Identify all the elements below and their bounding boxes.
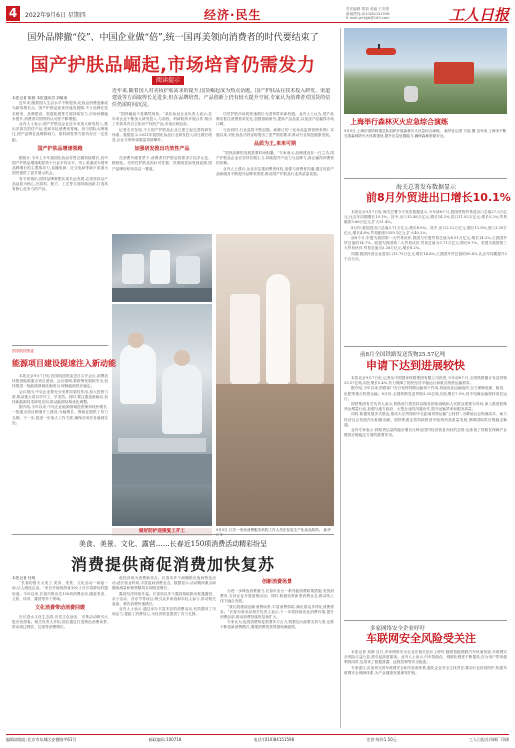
product-photo [216,234,334,526]
feature-headline: 消费提供商促消费加快复苏 [70,555,275,574]
lab-photo [112,304,212,526]
masthead [6,6,509,23]
energy-kicker: 国务院国资委 [12,349,35,353]
subhead: 国产护肤品增速领跑 [37,145,83,152]
subhead: 创新消费场景 [261,579,292,585]
reading-tip-tag: 阅读提示 [152,76,184,85]
page-number: 4 [6,6,20,21]
lead-column-2: “国货崛起不是偶然现象。”某化妆品企业负责人表示,近年来企业不断加大研发投入,与高校、科研院所开展合作,推出了多款具有自主知识产权的产品,市场反响良好。 记者走访发现,不少国产护肤品企业已建立起完善的研发体系。数据显示,2021年我国化妆品行业研发投入同比增长明显,企业专利申请数量持续攀升。 加强研发推出功效性产品 在消费升级背景下,消费者对护肤品的需求日趋多元化、精细化。功效性护肤品因针对性强、效果明显而受到追捧,国产品牌纷纷布局这一赛道。 [112,112,212,171]
divider [12,534,334,535]
editor-info: 责任编辑 郑莉 美编 王安康 新闻热线:(010)84151598 E-mail:grrbjjb@163.com [346,7,390,21]
lead-column-1: 本报记者 陈晨 本报通讯员 刘敏涛 近年来,随着国人生活水平不断提高,化妆品消费逐渐成为新的增长点。国产护肤品迎来快速发展期,不少品牌在技术研发、品牌建设、渠道拓展等方面持续发力,市场份额稳步提升,消费者对国货的认可度不断增强。 业内人士表示,国产护肤品企业近年来加大研发投入,推出多款功效性产品,受到年轻消费者青睐。但与国际大牌相比,国产品牌在品牌影响力、原料研发等方面仍存在一定差距。 国产护肤品增速领跑 据统计,今年上半年我国化妆品零售总额持续增长,其中国产护肤品增速明显快于行业平均水平。线上渠道成为国货品牌增长的主要推动力,直播电商、社交电商等新兴渠道为国货提供了更多展示机会。 有专家指出,国货品牌要想实现长远发展,必须坚持以产品品质为核心,在原料、配方、工艺等方面持续创新,打造具有核心竞争力的产品。 [12,96,108,192]
trade-headline: 前8月外贸进出口增长10.1% [366,191,511,204]
subhead: 加强研发推出功效性产品 [134,146,190,153]
lead-kicker: 国外品牌撤“佼”、中国企业做“倍”,统一国再美领向消费者的时代要结束了 [27,33,319,43]
issue-date: 2022年9月6日 星期四 [25,12,86,19]
newspaper-logo: 工人日报 [448,6,509,24]
feature-column-2: 夜经济成为消费新亮点。长春市多个商圈推出夜间特色活动,延长营业时间,丰富夜间消费业态。数据显示,活动期间重点商圈客流量和销售额均实现明显增长。 露营经济持续升温。长春周边多个露营基地推出帐篷露营、亲子活动、音乐节等项目,吸引众多家庭和年轻人参与,带动相关装备、餐饮消费快速增长。 业内人士表示,通过举办丰富多彩的消费活动,有效激发了市场活力,提振了消费信心,为经济恢复提供了有力支撑。 [112,576,216,617]
sidebar-headline: 上海举行森林灭火应急综合演练 [350,118,448,126]
sidebar-caption: 9月5日,上海市消防救援总队组织开展森林灭火应急综合演练。 新华社记者 方喆 摄 近年来,上海市不断完善森林防灭火体系建设,提升应急处置能力,确保森林资源安全。 [344,129,507,138]
feature-kicker: 美食、美景、文化、露营……长春近150项消费活动精彩纷呈 [78,540,268,548]
subhead: 文化消费带动消费回暖 [34,605,85,612]
divider [344,620,507,621]
lead-photo-caption: 9月5日,江苏一美妆消费服务机构工作人员在检验生产化妆品原料。 新华 [216,528,331,532]
fire-drill-photo [344,28,507,114]
footer: 编辑部地址:北京市东城区安德路甲61号 邮政编码:100718 电话:(010)84151598 定价:每份1.50元 工人日报社印刷厂印刷 [6,734,509,744]
trade-kicker: 海关总署发布数据显示 [396,184,457,191]
trade-body: 本报北京9月7日电 海关总署今天发布数据显示,今年前8个月,我国货物贸易进出口总值27.3万亿元,比去年同期增长10.1%。其中,出口15.48万亿元,增长14.2%;进口11.82万亿元,增长5.2%;贸易顺差3.66万亿元,扩大51.4%。 8月份,我国进出口总值3.71万亿元,增长8.6%。其中,出口2.12万亿元,增长11.8%;进口1.59万亿元,增长4.6%;贸易顺差5359.1亿元,扩大40.2%。 前8个月,东盟为我国第一大贸易伙伴,我国与东盟贸易总值为4.01万亿元,增长14.2%,占我国外贸总值的14.7%。欧盟为我国第二大贸易伙伴,贸易总值为3.71万亿元,增长8.7%。美国为我国第三大贸易伙伴,贸易总值为3.28万亿元,增长8.2%。 同期,我国民营企业进出口13.75万亿元,增长14.6%,占我国外贸总值的50.4%,比去年同期提升2个百分点。 [344,210,507,261]
factory-slug: 做好防护迎接复工开工 [112,528,212,536]
divider [344,346,507,347]
lead-column-3: 功效护肤市场的快速增长为国货带来新机遇。业内人士认为,国产品牌应抓住消费需求变化,加强基础研究,提高产品品质,以优质产品赢得市场口碑。 与此同时,行业监管不断加强。新修订的《化妆品监督管理条例》实施以来,对化妆品功效宣称提出了更严格的要求,推动行业规范健康发展。 品质为王,来来可期 “国货品牌的发展需要时间积累。”专家表示,品牌建设非一日之功,国产护肤品企业应坚持长期主义,持续提升产品力与品牌力,真正赢得消费者的信赖。 业内人士建议,企业应注重消费者体验,加强与消费者沟通,通过优质产品和服务不断提升品牌美誉度,推动国产护肤品行业高质量发展。 [216,112,334,176]
rail-headline: 申请下达到进展较快 [366,359,465,372]
feature-column-3: 创新消费场景 为进一步释放消费潜力,长春市出台一系列促消费政策措施,发放消费券,支持企业开展促销活动。同时,积极培育新型消费业态,推动线上线下融合发展。 “我们将继续创新消费场景,丰富消费供给,满足群众多样化消费需求。”长春市商务局相关负责人表示,下一步将持续优化消费环境,提升消费品质,推动消费持续恢复和扩大。 专家认为,促进消费恢复需要多方合力,既要加大政策支持力度,也要不断创新消费模式,增强消费者获得感和满意度。 [220,579,334,630]
divider [340,28,341,728]
divider [12,345,108,346]
energy-headline: 能源项目建设提速注入新动能 [12,359,116,368]
energy-body: 本报北京9月7日电 国务院国资委近日召开会议,部署加快推进能源重点项目建设。会议强调,要统筹发展和安全,加快推进一批能源基础设施项目,保障能源供应稳定。 会议指出,中央企业要充分发挥顶梁柱作用,加大投资力度,推动重大项目早开工、早见效。同时,要注重创新驱动,加快新能源技术研发应用,推动能源结构优化调整。 据介绍,今年以来,中央企业能源领域投资保持较快增长,一批重点项目相继开工建设,为稳增长、保就业提供了有力支撑。下一步,将进一步加大工作力度,确保各项任务落到实处。 [12,374,108,425]
divider [344,178,507,179]
lead-summary: 近年来,随着国人对美妆护肤需求的提升,国货崛起成为热点话题。国产护肤品在技术投入研发、渠道建设等方面取得长足进步,但在品牌培育、产品创新上仍有较大提升空间,专家认为消费者对国货的信任仍需时间沉淀。 [112,88,331,108]
feature-column-1: 本报记者 杜明 “长春的夏天太美了,美食、美景、文化活动一场接一场,让人流连忘返。”来自外地的游客刘女士在长春游玩时感叹道。今年以来,长春市推出近150项消费活动,涵盖美食、文旅、体育、露营等多个领域。 文化消费带动消费回暖 在长春水文化生态园,各类文化演出、市集活动吸引大批市民游客。相关负责人介绍,园区通过打造特色消费场景,带动周边餐饮、住宿等消费增长。 [12,576,108,630]
auto-headline: 车联网安全风险受关注 [366,632,476,645]
rail-kicker: 前8月全国铁路发送货物25.57亿吨 [360,352,446,358]
auto-kicker: 多家网络安全企业呼吁 [370,626,426,632]
section-title: 经济·民生 [204,8,262,22]
auto-body: 本报记者 刘静 近日,多家网络安全企业在相关论坛上呼吁,随着智能网联汽车快速发展,车联网安全风险日益凸显,需引起高度重视。业内人士表示,汽车智能化、网联化程度不断提高,在为用户带来便利的同时,也带来了数据泄露、远程控制等安全隐患。 专家建议,应加快完善车联网安全相关标准体系,强化企业安全主体责任,推动行业协同防护,构建车联网安全保障体系,为产业健康发展保驾护航。 [344,650,507,675]
rail-body: 本报北京9月7日电 记者从中国国家铁路集团有限公司获悉,今年前8个月,全国铁路累计发送货物25.57亿吨,同比增长5.4%,有力保障了国民经济平稳运行和重点物资运输需求。 据介绍,今年以来,铁路部门充分发挥铁路运输骨干作用,持续优化运输组织,全力保障电煤、粮食、化肥等重点物资运输。8月份,全国铁路发送货物3.32亿吨,同比增长7.5%,其中电煤运输保持高位运行。 国铁集团有关负责人表示,铁路部门将坚持以服务国家战略和人民群众需要为导向,深入推进铁路货运增量行动,加强与地方政府、大型企业的沟通协作,提升运输效率和服务质量。 同时,积极发展多式联运,推动大宗货物和中长距离货物运输“公转铁”,为降低社会物流成本、助力经济社会发展作出积极贡献。国铁集团还将持续推进中欧班列高质量发展,保障国际供应链稳定畅通。 业内专家表示,铁路货运量的稳步增长反映出国内经济恢复向好的态势,也体现了铁路在保障产业链供应链稳定方面的重要作用。 [344,376,507,438]
factory-photo [112,234,212,302]
subhead: 品质为王,来来可期 [254,141,296,148]
lead-headline: 国产护肤品崛起,市场培育仍需发力 [30,55,316,76]
